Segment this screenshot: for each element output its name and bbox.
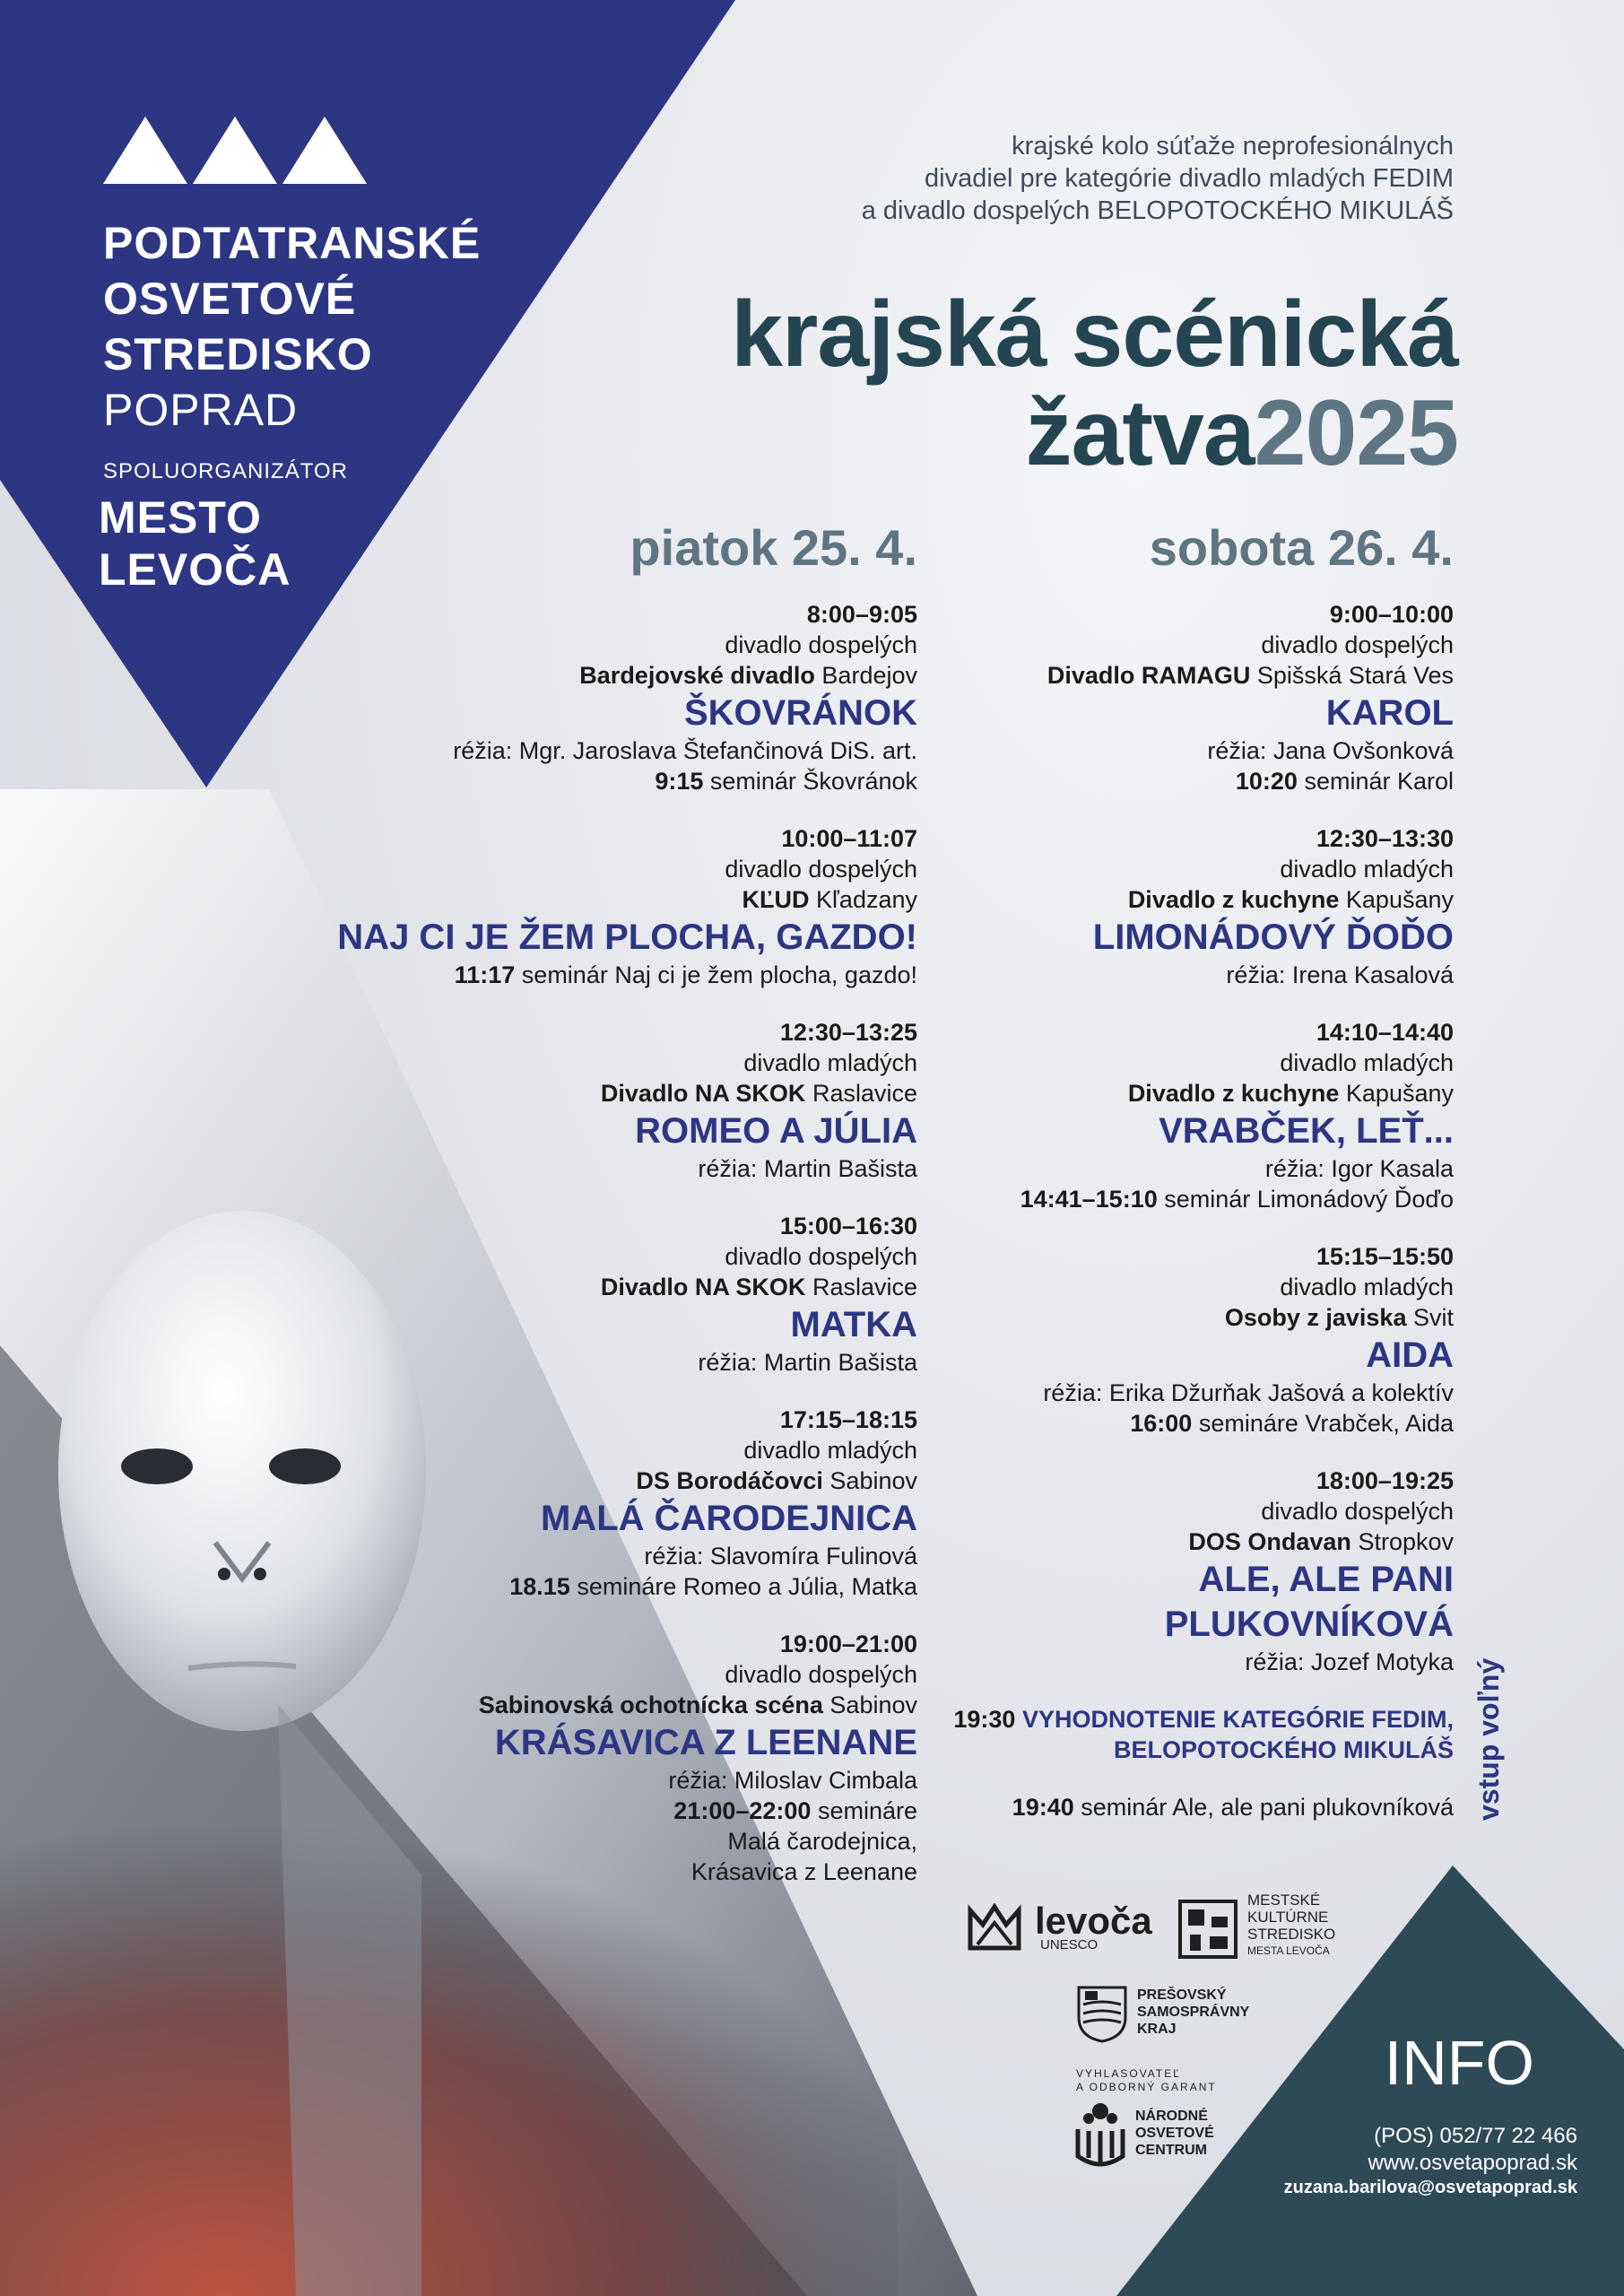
coorganizer-name bbox=[99, 491, 291, 596]
psk-coat-of-arms-icon bbox=[1076, 1985, 1128, 2044]
event-time: 18:00–19:25 bbox=[1316, 1467, 1454, 1494]
psk-logo-text bbox=[1137, 1987, 1249, 2038]
event-category: divadlo mladých bbox=[1280, 1274, 1454, 1300]
event-play-title: MATKA bbox=[790, 1305, 917, 1344]
event-time: 19:00–21:00 bbox=[779, 1631, 917, 1657]
event-place: Kľadzany bbox=[816, 886, 917, 913]
closing-item bbox=[718, 1704, 1454, 1765]
event-place: Kapušany bbox=[1345, 886, 1454, 913]
event-place: Sabinov bbox=[829, 1692, 917, 1718]
event-category: divadlo mladých bbox=[743, 1049, 917, 1076]
seminar-text: seminár Karol bbox=[1304, 768, 1454, 795]
event-category: divadlo mladých bbox=[1280, 1049, 1454, 1076]
event-ensemble: Divadlo RAMAGU bbox=[1046, 662, 1251, 689]
noc-line: CENTRUM bbox=[1135, 2143, 1207, 2158]
event-category: divadlo dospelých bbox=[725, 631, 917, 658]
event-ensemble-line bbox=[718, 1078, 1454, 1109]
event-play-title: ŠKOVRÁNOK bbox=[683, 693, 917, 733]
psk-line: SAMOSPRÁVNY bbox=[1137, 2005, 1250, 2020]
event-director: réžia: Igor Kasala bbox=[1264, 1155, 1454, 1182]
noc-line: OSVETOVÉ bbox=[1135, 2126, 1214, 2141]
seminar-extra-line: Malá čarodejnica, bbox=[727, 1828, 917, 1855]
schedule-event bbox=[718, 1017, 1454, 1214]
closing-text: seminár Ale, ale pani plukovníková bbox=[1081, 1794, 1454, 1821]
seminar-time: 14:41–15:10 bbox=[1020, 1186, 1158, 1213]
schedule-event bbox=[718, 1465, 1454, 1677]
organizer-name-line: STREDISKO bbox=[103, 329, 373, 379]
event-place: Svit bbox=[1412, 1304, 1454, 1331]
event-time: 14:10–14:40 bbox=[1316, 1019, 1454, 1046]
closing-time: 19:30 bbox=[953, 1706, 1016, 1733]
event-place: Kapušany bbox=[1345, 1080, 1454, 1107]
festival-title-word: žatva bbox=[1025, 381, 1255, 485]
seminar-text: semináre Vrabček, Aida bbox=[1198, 1410, 1454, 1437]
coorganizer-line: MESTO bbox=[99, 492, 262, 543]
free-entry-label: vstup voľný bbox=[1472, 1657, 1505, 1821]
event-seminar bbox=[718, 1184, 1454, 1214]
event-ensemble: DS Borodáčovci bbox=[636, 1467, 823, 1494]
schedule-event bbox=[718, 599, 1454, 796]
closing-item bbox=[718, 1792, 1454, 1822]
event-director: réžia: Miloslav Cimbala bbox=[668, 1767, 917, 1794]
event-ensemble: DOS Ondavan bbox=[1188, 1528, 1351, 1555]
seminar-time: 16:00 bbox=[1130, 1410, 1193, 1437]
subtitle-line: a divadlo dospelých BELOPOTOCKÉHO MIKULÁŠ bbox=[861, 196, 1454, 225]
event-category: divadlo dospelých bbox=[1261, 631, 1454, 658]
mks-logo-icon bbox=[1177, 1899, 1238, 1960]
seminar-time: 21:00–22:00 bbox=[673, 1797, 812, 1824]
event-ensemble: Divadlo z kuchyne bbox=[1127, 1080, 1340, 1107]
event-category: divadlo dospelých bbox=[1261, 1498, 1454, 1525]
levoca-logo-text: levoča bbox=[1035, 1900, 1152, 1942]
event-play-title: KAROL bbox=[1325, 693, 1454, 733]
mks-line: MESTSKÉ bbox=[1247, 1892, 1321, 1909]
event-play-title: MALÁ ČARODEJNICA bbox=[541, 1499, 917, 1538]
event-place: Sabinov bbox=[829, 1467, 917, 1494]
organizer-name-line: OSVETOVÉ bbox=[103, 274, 357, 324]
schedule-event bbox=[718, 823, 1454, 990]
event-ensemble-line bbox=[718, 884, 1454, 915]
festival-title-line1: krajská scénická bbox=[731, 283, 1458, 387]
organizer-name-line: PODTATRANSKÉ bbox=[103, 218, 482, 268]
event-play-title: VRABČEK, LEŤ... bbox=[1159, 1111, 1454, 1151]
mks-line: STREDISKO bbox=[1247, 1926, 1336, 1943]
seminar-text: seminár Škovránok bbox=[709, 768, 917, 795]
event-ensemble-line bbox=[718, 660, 1454, 691]
event-place: Raslavice bbox=[812, 1080, 917, 1107]
subtitle-line: divadiel pre kategórie divadlo mladých FEDIM bbox=[925, 164, 1454, 193]
guarantor-line: A ODBORNÝ GARANT bbox=[1076, 2081, 1217, 2093]
seminar-text: semináre Romeo a Júlia, Matka bbox=[577, 1573, 917, 1600]
triangles-logo-icon bbox=[103, 117, 368, 184]
info-web[interactable]: www.osvetapoprad.sk bbox=[1368, 2151, 1577, 2175]
event-ensemble-line bbox=[718, 1526, 1454, 1557]
event-director: réžia: Jana Ovšonková bbox=[1207, 737, 1454, 764]
coorganizer-label: SPOLUORGANIZÁTOR bbox=[103, 459, 348, 483]
event-play-title: LIMONÁDOVÝ ĎOĎO bbox=[1092, 918, 1454, 957]
event-ensemble: Osoby z javiska bbox=[1224, 1304, 1407, 1331]
closing-time: 19:40 bbox=[1012, 1794, 1074, 1821]
event-place: Stropkov bbox=[1358, 1528, 1454, 1555]
seminar-time: 9:15 bbox=[655, 768, 704, 795]
event-play-title: AIDA bbox=[1366, 1335, 1454, 1375]
event-time: 8:00–9:05 bbox=[806, 601, 917, 628]
event-ensemble: Divadlo NA SKOK bbox=[600, 1274, 806, 1300]
seminar-text: semináre bbox=[817, 1797, 917, 1824]
event-time: 12:30–13:30 bbox=[1316, 825, 1454, 852]
noc-logo-icon bbox=[1074, 2100, 1126, 2172]
event-place: Spišská Stará Ves bbox=[1256, 662, 1454, 689]
seminar-text: seminár Naj ci je žem plocha, gazdo! bbox=[521, 961, 917, 988]
event-play-title: KRÁSAVICA Z LEENANE bbox=[494, 1723, 917, 1762]
event-ensemble: Bardejovské divadlo bbox=[579, 662, 815, 689]
seminar-time: 10:20 bbox=[1235, 768, 1298, 795]
info-phone: (POS) 052/77 22 466 bbox=[1374, 2124, 1577, 2148]
event-director: réžia: Erika Džurňak Jašová a kolektív bbox=[1043, 1379, 1454, 1406]
guarantor-label bbox=[1076, 2067, 1217, 2094]
event-category: divadlo mladých bbox=[1280, 856, 1454, 883]
info-email[interactable]: zuzana.barilova@osvetapoprad.sk bbox=[1283, 2178, 1577, 2197]
mks-line: MESTA LEVOČA bbox=[1247, 1944, 1330, 1957]
subtitle-line: krajské kolo súťaže neprofesionálnych bbox=[1012, 132, 1454, 161]
event-ensemble: Sabinovská ochotnícka scéna bbox=[478, 1692, 823, 1718]
closing-line bbox=[718, 1704, 1454, 1735]
unesco-label: UNESCO bbox=[1040, 1937, 1099, 1952]
event-time: 17:15–18:15 bbox=[779, 1406, 917, 1433]
seminar-time: 11:17 bbox=[454, 961, 516, 988]
event-ensemble: Divadlo NA SKOK bbox=[600, 1080, 806, 1107]
festival-year: 2025 bbox=[1254, 381, 1458, 485]
seminar-time: 18.15 bbox=[509, 1573, 570, 1600]
event-time: 15:00–16:30 bbox=[779, 1213, 917, 1239]
event-category: divadlo mladých bbox=[743, 1437, 917, 1464]
event-seminar bbox=[718, 1408, 1454, 1439]
guarantor-line: VYHLASOVATEĽ bbox=[1076, 2067, 1181, 2080]
event-director: réžia: Irena Kasalová bbox=[1226, 961, 1454, 988]
event-director: réžia: Jozef Motyka bbox=[1245, 1648, 1454, 1675]
event-time: 9:00–10:00 bbox=[1329, 601, 1454, 628]
info-title: INFO bbox=[1384, 2028, 1534, 2098]
event-time: 12:30–13:25 bbox=[779, 1019, 917, 1046]
event-category: divadlo dospelých bbox=[725, 1661, 917, 1688]
mks-logo-text bbox=[1247, 1892, 1335, 1960]
seminar-extra-line: Krásavica z Leenane bbox=[690, 1858, 917, 1885]
event-seminar bbox=[718, 766, 1454, 796]
event-ensemble-line bbox=[718, 1302, 1454, 1333]
event-ensemble: KĽUD bbox=[742, 886, 810, 913]
closing-text: BELOPOTOCKÉHO MIKULÁŠ bbox=[1113, 1736, 1454, 1763]
closing-line bbox=[718, 1792, 1454, 1822]
day-heading-saturday: sobota 26. 4. bbox=[1149, 519, 1454, 576]
crown-logo-icon bbox=[967, 1903, 1022, 1953]
event-director: réžia: Martin Bašista bbox=[698, 1155, 917, 1182]
event-category: divadlo dospelých bbox=[725, 1243, 917, 1270]
organizer-name bbox=[103, 215, 481, 438]
event-category: divadlo dospelých bbox=[725, 856, 917, 883]
event-play-title: NAJ CI JE ŽEM PLOCHA, GAZDO! bbox=[337, 918, 917, 957]
day-heading-friday: piatok 25. 4. bbox=[630, 519, 917, 576]
coorganizer-line: LEVOČA bbox=[99, 544, 291, 595]
schedule-saturday bbox=[718, 599, 1454, 1849]
event-play-title: ROMEO A JÚLIA bbox=[635, 1111, 917, 1151]
noc-logo-text bbox=[1135, 2108, 1214, 2159]
event-time: 10:00–11:07 bbox=[781, 825, 917, 852]
noc-line: NÁRODNÉ bbox=[1135, 2109, 1208, 2124]
organizer-city: POPRAD bbox=[103, 385, 299, 435]
psk-line: PREŠOVSKÝ bbox=[1137, 1987, 1227, 2003]
event-play-title: ALE, ALE PANI bbox=[1198, 1560, 1454, 1599]
event-place: Bardejov bbox=[821, 662, 917, 689]
event-play-title: PLUKOVNÍKOVÁ bbox=[1164, 1605, 1454, 1644]
closing-text: VYHODNOTENIE KATEGÓRIE FEDIM, bbox=[1021, 1706, 1454, 1733]
psk-line: KRAJ bbox=[1137, 2022, 1177, 2037]
festival-title-line2 bbox=[1025, 381, 1458, 485]
competition-subtitle bbox=[647, 130, 1454, 227]
event-director: réžia: Mgr. Jaroslava Štefančinová DiS. art. bbox=[453, 737, 917, 764]
event-place: Raslavice bbox=[812, 1274, 917, 1300]
event-ensemble: Divadlo z kuchyne bbox=[1127, 886, 1340, 913]
event-director: réžia: Martin Bašista bbox=[698, 1349, 917, 1376]
event-time: 15:15–15:50 bbox=[1316, 1243, 1454, 1270]
event-director: réžia: Slavomíra Fulinová bbox=[644, 1543, 917, 1570]
seminar-text: seminár Limonádový Ďoďo bbox=[1164, 1186, 1454, 1213]
schedule-event bbox=[718, 1241, 1454, 1439]
mks-line: KULTÚRNE bbox=[1247, 1909, 1329, 1926]
